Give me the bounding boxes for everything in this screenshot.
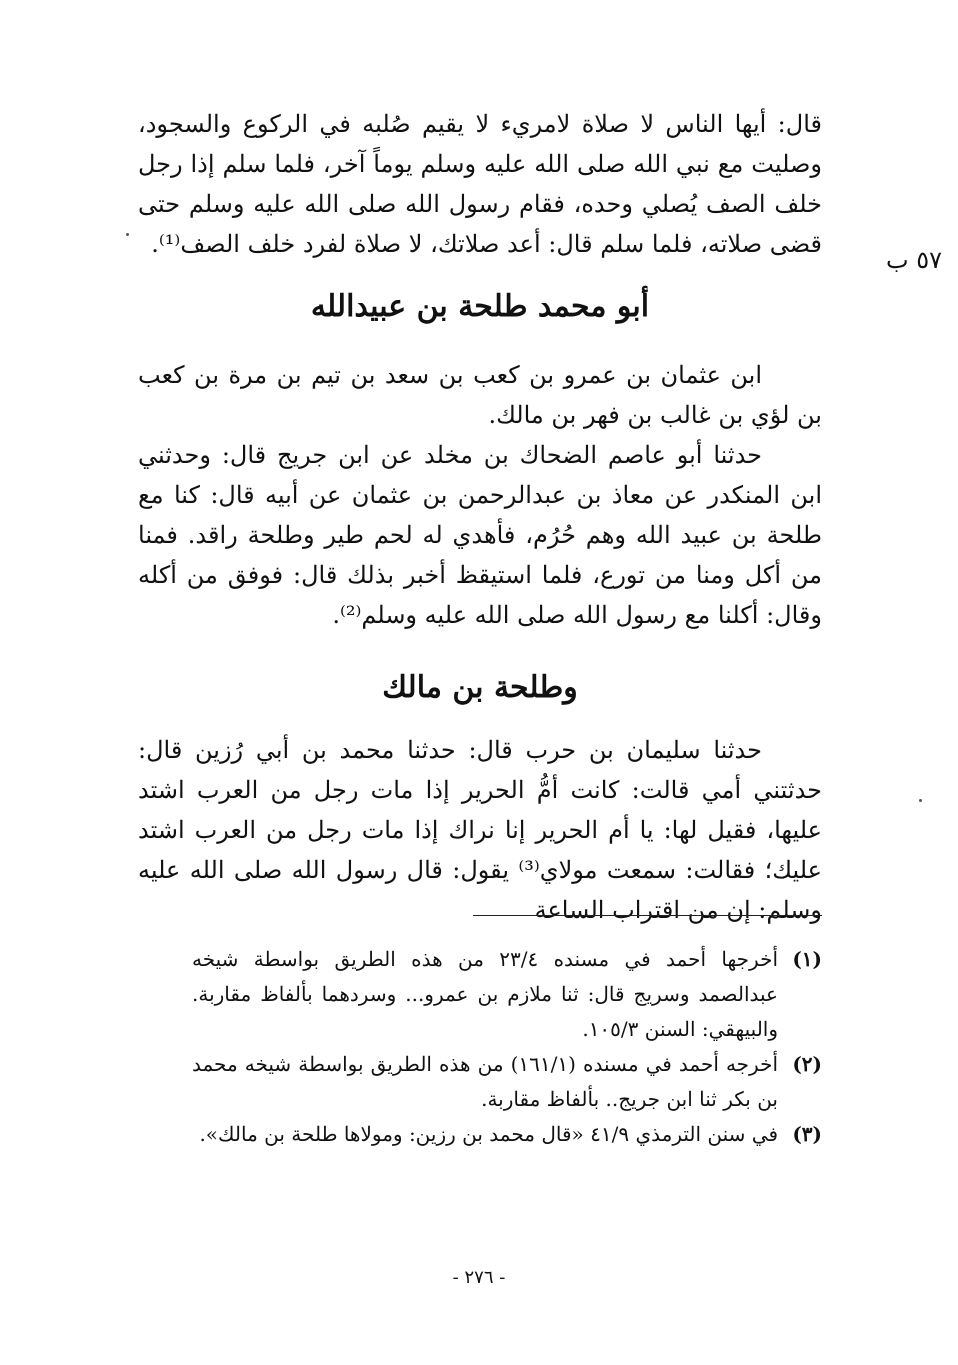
scan-speck [919,799,922,802]
section-heading-talha-malik: وطلحة بن مالك [382,670,578,705]
intro-paragraph [138,104,822,264]
margin-folio-note: ٥٧ ب [885,246,942,274]
footnotes [192,942,822,1152]
footnote [192,1047,822,1117]
footnote [192,942,822,1047]
lineage-paragraph: ابن عثمان بن عمرو بن كعب بن سعد بن تيم بن مرة بن كعب بن لؤي بن غالب بن فهر بن مالك. [138,361,822,429]
scan-speck [126,233,129,236]
section-heading-talha-ubaydullah: أبو محمد طلحة بن عبيدالله [310,289,650,324]
intro-text: قال: أيها الناس لا صلاة لامريء لا يقيم صُلبه في الركوع والسجود، وصليت مع نبي الله صلى الله عليه وسلم يوماً آخر، فلما سلم إذا رجل خلف الصف يُصلي وحده، فقام رسول الله صلى الله عليه وسلم حتى قضى صلاته، فلما سلم قال: أعد صلاتك، لا صلاة لفرد خلف الصف⁽¹⁾. [138,110,822,258]
footnote-text: أخرجه أحمد في مسنده (١٦١/١) من هذه الطريق بواسطة شيخه محمد بن بكر ثنا ابن جريج.. بألفاظ مقاربة. [192,1052,778,1111]
footnote-text: أخرجها أحمد في مسنده ٢٣/٤ من هذه الطريق بواسطة شيخه عبدالصمد وسريج قال: ثنا ملازم بن عمرو... وسردهما بألفاظ مقاربة. والبيهقي: السنن ١٠٥/٣. [192,947,778,1041]
footnote-number: (٣) [792,1122,822,1146]
hadith-paragraph: حدثنا أبو عاصم الضحاك بن مخلد عن ابن جريج قال: وحدثني ابن المنكدر عن معاذ بن عبدالرحمن بن عثمان عن أبيه قال: كنا مع طلحة بن عبيد الله وهم حُرُم، فأهدي له لحم طير وطلحة راقد. فمنا من أكل ومنا من تورع، فلما استيقظ أخبر بذلك قال: فوفق من أكله وقال: أكلنا مع رسول الله صلى الله عليه وسلم⁽²⁾. [138,441,822,629]
footnote-divider [473,915,822,916]
section-talha-ubaydullah-body [138,355,822,635]
footnote [192,1117,822,1152]
footnote-number: (٢) [792,1052,822,1076]
footnote-number: (١) [792,947,822,971]
page-number: - ٢٧٦ - [452,1267,506,1288]
section-talha-malik-body [138,730,822,930]
hadith-paragraph: حدثنا سليمان بن حرب قال: حدثنا محمد بن أبي رُزين قال: حدثتني أمي قالت: كانت أمُّ الحرير إذا مات رجل من العرب اشتد عليها، فقيل لها: يا أم الحرير إنا نراك إذا مات رجل من العرب اشتد عليك؛ فقالت: سمعت مولاي⁽³⁾ يقول: قال رسول الله صلى الله عليه وسلم: إن من اقتراب الساعة [138,736,822,924]
footnote-text: في سنن الترمذي ٤١/٩ «قال محمد بن رزين: ومولاها طلحة بن مالك». [199,1122,778,1146]
